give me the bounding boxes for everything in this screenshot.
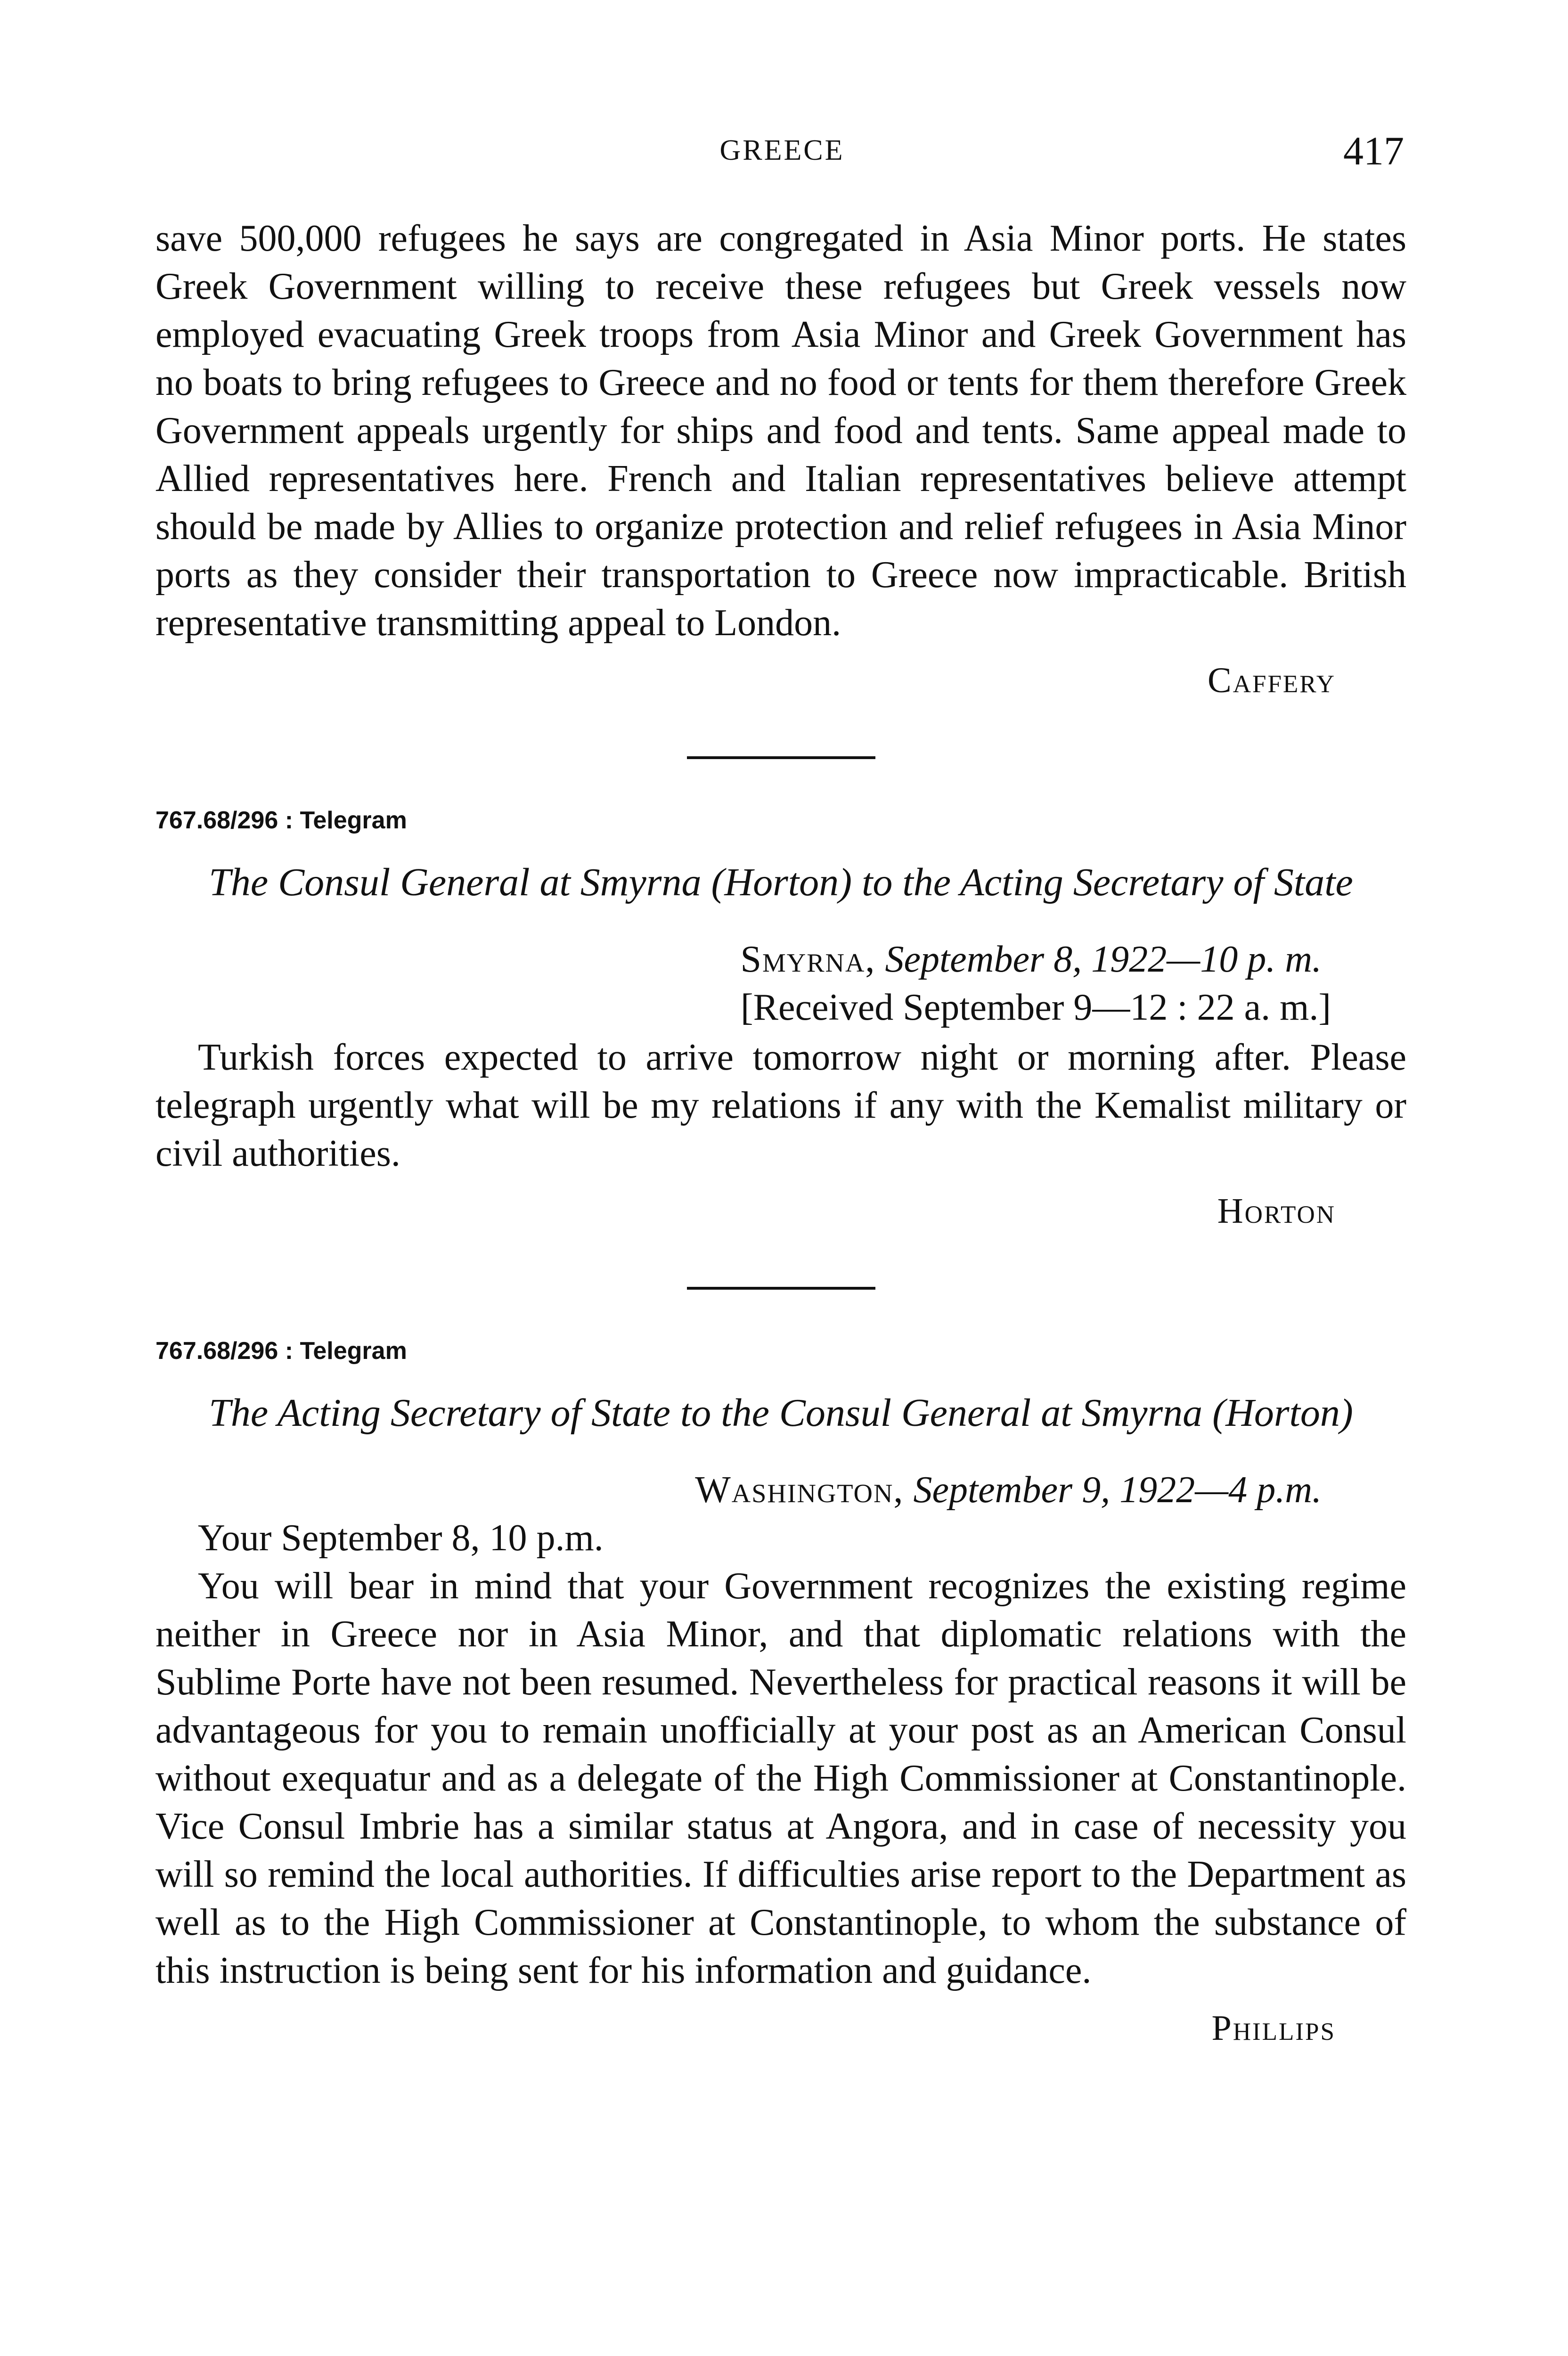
signature-horton: Horton [1217, 1191, 1336, 1231]
doc2-paragraph: Turkish forces expected to arrive tomorrow night or morning after. Please telegraph urgently what will be my relations if any with the Kemalist military or civil authorities. [155, 1037, 1406, 1174]
dateline-place: Washington, [695, 1469, 904, 1511]
document-body [155, 214, 1406, 2052]
section1-paragraph: save 500,000 refugees he says are congregated in Asia Minor ports. He states Greek Government willing to receive these refugees but Greek vessels now employed evacuating Greek troops from Asia Minor and Greek Government has no boats to bring refugees to Greece and no food or tents for them therefore Greek Government appeals urgently for ships and food and tents. Same appeal made to Allied representatives here. French and Italian representatives believe attempt should be made by Allies to organize protection and relief refugees in Asia Minor ports as they consider their transportation to Greece now impracticable. British representative transmitting appeal to London. [155, 218, 1406, 644]
running-head: GREECE [719, 134, 845, 166]
dateline-date: September 9, 1922—4 p.m. [913, 1469, 1322, 1511]
signature-caffery: Caffery [1208, 661, 1336, 700]
file-reference: 767.68/296 : Telegram [155, 807, 407, 834]
signature-phillips: Phillips [1211, 2008, 1336, 2048]
dateline-place: Smyrna, [740, 939, 876, 980]
page-number: 417 [1343, 128, 1404, 173]
doc3-paragraph-1: Your September 8, 10 p.m. [198, 1517, 604, 1559]
dateline-date: September 8, 1922—10 p. m. [885, 939, 1322, 980]
section-divider [687, 1287, 875, 1290]
file-reference: 767.68/296 : Telegram [155, 1337, 407, 1365]
page-header [160, 127, 1404, 179]
section-divider [687, 756, 875, 759]
document-title: The Consul General at Smyrna (Horton) to the Acting Secretary of State [209, 860, 1353, 904]
dateline [155, 935, 1406, 983]
doc3-paragraph-2: You will bear in mind that your Government recognizes the existing regime neither in Greece nor in Asia Minor, and that diplomatic relations with the Sublime Porte have not been resumed. Nevertheless for practical reasons it will be advantageous for you to remain unofficially at your post as an American Consul without exequatur and as a delegate of the High Commissioner at Constantinople. Vice Consul Imbrie has a similar status at Angora, and in case of necessity you will so remind the local authorities. If difficulties arise report to the Department as well as to the High Commissioner at Constantinople, to whom the substance of this instruction is being sent for his information and guidance. [155, 1565, 1406, 1991]
document-title: The Acting Secretary of State to the Consul General at Smyrna (Horton) [209, 1391, 1353, 1435]
received-line: [Received September 9—12 : 22 a. m.] [741, 987, 1331, 1028]
dateline [155, 1466, 1406, 1514]
